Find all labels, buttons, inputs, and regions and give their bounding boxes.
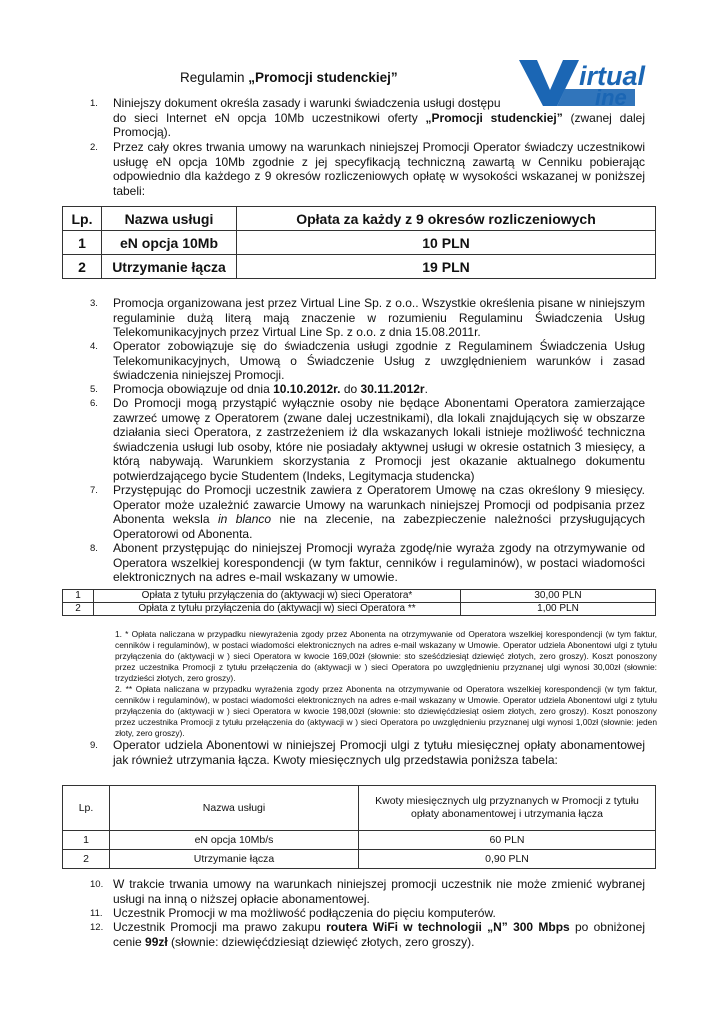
item-text (113, 920, 645, 949)
title-promo-name: „Promocji studenckiej” (248, 70, 398, 85)
cell-amount: 1,00 PLN (461, 603, 656, 616)
list-item-6 (90, 396, 645, 484)
cell-lp: 1 (63, 231, 102, 255)
discount-table (62, 785, 656, 869)
header-lp: Lp. (63, 786, 110, 831)
start-date: 10.10.2012r. (273, 382, 341, 396)
item-7-italic: in blanco (217, 512, 272, 527)
item-12-text-c: (słownie: dziewięćdziesiąt dziewięć złotych, zero groszy). (167, 934, 475, 949)
cell-service: Utrzymanie łącza (110, 850, 359, 869)
item-number: 6. (90, 398, 98, 409)
item-text: Do Promocji mogą przystąpić wyłącznie osoby nie będące Abonentami Operatora zamierzające zawrzeć umowę z Operatorem (zwane dalej uczestnikami), dla lokali znajdujących się w obszarze działania sieci Operatora, z zastrzeżeniem iż dla wskazanych lokali istnieje możliwość techniczna świadczenia usługi lub osoby, które nie posiadały aktywnej usługi w okresie ostatnich 3 miesięcy, a którą nabywają. Warunkiem skorzystania z Promocji jest okazanie aktualnego dokumentu potwierdzającego bycie Studentem (Indeks, Legitymacja studencka) (113, 396, 645, 483)
cell-service: eN opcja 10Mb (102, 231, 237, 255)
cell-fee: 19 PLN (237, 255, 656, 279)
item-text (113, 96, 645, 140)
item-12-text-b: po obniżonej cenie (113, 920, 645, 949)
cell-lp: 2 (63, 603, 94, 616)
cell-amount: 30,00 PLN (461, 590, 656, 603)
item-number: 10. (90, 879, 104, 890)
item-5-text-c: . (424, 382, 428, 396)
item-text: Operator udziela Abonentowi w niniejszej Promocji ulgi z tytułu miesięcznej opłaty abonamentowej jak również utrzymania łącza. Kwoty miesięcznych ulg przedstawia poniższa tabela: (113, 738, 645, 767)
list-item-11 (90, 906, 645, 921)
list-item-4 (90, 339, 645, 383)
item-text (113, 382, 645, 397)
item-text (113, 483, 645, 541)
item-number: 5. (90, 384, 98, 395)
logo-text-bottom: ine (595, 85, 627, 108)
item-1-promo-name: „Promocji studenckiej” (425, 110, 563, 125)
item-number: 8. (90, 543, 98, 554)
table-row (63, 850, 656, 869)
cell-description: Opłata z tytułu przyłączenia do (aktywacji w) sieci Operatora* (94, 590, 461, 603)
table-header-row (63, 786, 656, 831)
cell-fee: 10 PLN (237, 231, 656, 255)
item-text: Przez cały okres trwania umowy na warunkach niniejszej Promocji Operator świadczy uczestnikowi usługę eN opcja 10Mb zgodnie z jej specyfikacją techniczną zawartą w Cenniku pobierając odpowiednio dla każdego z 9 okresów rozliczeniowych opłatę w wysokości wskazanej w poniższej tabeli: (113, 140, 645, 198)
item-1-line-a: Niniejszy dokument określa zasady i warunki świadczenia usługi dostępu (113, 96, 501, 110)
list-item-8 (90, 541, 645, 585)
cell-discount: 0,90 PLN (359, 850, 656, 869)
item-number: 3. (90, 298, 98, 309)
cell-discount: 60 PLN (359, 831, 656, 850)
item-number: 12. (90, 922, 104, 933)
cell-service: Utrzymanie łącza (102, 255, 237, 279)
table-header-row (63, 207, 656, 231)
router-offer: routera WiFi w technologii „N” 300 Mbps (326, 920, 570, 934)
item-5-text-b: do (340, 382, 361, 396)
item-5-text-a: Promocja obowiązuje od dnia (113, 382, 274, 396)
list-item-12 (90, 920, 645, 949)
list-item-7 (90, 483, 645, 541)
end-date: 30.11.2012r (360, 382, 425, 396)
item-7-text-a: Przystępując do Promocji uczestnik zawiera z Operatorem Umowę na czas określony 9 miesięcy. Operator może uzależnić zawarcie Umowy na warunkach niniejszej Promocji od podpisania przez Abonenta weksla (113, 483, 645, 527)
header-discount: Kwoty miesięcznych ulg przyznanych w Promocji z tytułu opłaty abonamentowej i utrzymania łącza (359, 786, 656, 831)
list-item-2 (90, 140, 645, 198)
header-fee: Opłata za każdy z 9 okresów rozliczeniowych (237, 207, 656, 231)
table-row (63, 590, 656, 603)
item-number: 9. (90, 740, 98, 751)
router-price: 99zł (145, 934, 168, 949)
item-number: 1. (90, 98, 98, 109)
footnotes (115, 629, 657, 739)
list-item-3 (90, 296, 645, 340)
cell-lp: 2 (63, 850, 110, 869)
table-row (63, 831, 656, 850)
title-prefix: Regulamin (180, 70, 249, 85)
list-item-10 (90, 877, 645, 906)
footnote-1: 1. * Opłata naliczana w przypadku niewyrażenia zgody przez Abonenta na otrzymywanie od Operatora wszelkiej korespondencji (w tym faktur, cenników i regulaminów), w postaci wiadomości elektronicznych na adres e-mail wskazany w Umowie. Operator udziela Abonentowi ulgi z tytułu przyłączenia do (aktywacji w ) sieci Operatora w kwocie 169,00zł (słownie: sto sześćdziesiąt dziewięć złotych, zero groszy). Koszt ponoszony przez uczestnika Promocji z tytułu przełączenia do (aktywacji w ) sieci Operatora po uwzględnieniu przyznanej ulgi wynosi 30,00zł (słownie: trzydzieści złotych, zero groszy). (115, 629, 657, 683)
item-number: 4. (90, 341, 98, 352)
logo-text-top: irtual (579, 61, 646, 91)
table-row (63, 231, 656, 255)
item-number: 11. (90, 908, 103, 919)
item-text: Operator zobowiązuje się do świadczenia usługi zgodnie z Regulaminem Świadczenia Usług Telekomunikacyjnych, Umową o Świadczenie Usług z uwzględnieniem warunków i zasad świadczenia niniejszej Promocji. (113, 339, 645, 383)
cell-service: eN opcja 10Mb/s (110, 831, 359, 850)
item-12-text-a: Uczestnik Promocji ma prawo zakupu (113, 920, 327, 934)
item-1-line-b: do sieci Internet eN opcja 10Mb uczestnikowi oferty (113, 110, 426, 125)
item-number: 2. (90, 142, 98, 153)
footnote-2: 2. ** Opłata naliczana w przypadku wyrażenia zgody przez Abonenta na otrzymywanie od Operatora wszelkiej korespondencji (w tym faktur, cenników i regulaminów), w postaci wiadomości elektronicznych na adres e-mail wskazany w Umowie. Operator udziela Abonentowi ulgi z tytułu przyłączenia do (aktywacji w ) sieci Operatora w kwocie 198,00zł (słownie: sto dziewięćdziesiąt osiem złotych, zero groszy). Koszt ponoszony przez uczestnika Promocji z tytułu przełączenia do (aktywacji w ) sieci Operatora po uwzględnieniu przyznanej ulgi wynosi 1,00zł (słownie: jeden złoty, zero groszy). (115, 684, 657, 738)
item-1-line-c: (zwanej dalej Promocją). (113, 110, 646, 140)
item-text: Uczestnik Promocji w ma możliwość podłączenia do pięciu komputerów. (113, 906, 496, 920)
item-number: 7. (90, 485, 98, 496)
cell-lp: 1 (63, 590, 94, 603)
item-text: Abonent przystępując do niniejszej Promocji wyraża zgodę/nie wyraża zgody na otrzymywanie od Operatora wszelkiej korespondencji (w tym faktur, cenników i regulaminów), w postaci wiadomości elektronicznych na adres e-mail wskazany w umowie. (113, 541, 645, 585)
cell-description: Opłata z tytułu przyłączenia do (aktywacji w) sieci Operatora ** (94, 603, 461, 616)
table-row (63, 603, 656, 616)
item-7-text-b: nie na zlecenie, na zabezpieczenie należności przysługujących Operatorowi od Abonenta. (113, 512, 645, 541)
header-service-name: Nazwa usługi (110, 786, 359, 831)
connection-fee-table (62, 589, 656, 616)
header-service-name: Nazwa usługi (102, 207, 237, 231)
fee-table (62, 206, 656, 279)
header-lp: Lp. (63, 207, 102, 231)
list-item-1 (90, 96, 645, 140)
list-item-9 (90, 738, 645, 767)
page-title (180, 70, 398, 85)
table-row (63, 255, 656, 279)
item-text: Promocja organizowana jest przez Virtual Line Sp. z o.o.. Wszystkie określenia pisane w niniejszym regulaminie dużą literą mają znaczenie w rozumieniu Regulaminu Świadczenia Usług Telekomunikacyjnych przez Virtual Line Sp. z o.o. z dnia 15.08.2011r. (113, 296, 645, 340)
list-item-5 (90, 382, 645, 397)
cell-lp: 1 (63, 831, 110, 850)
cell-lp: 2 (63, 255, 102, 279)
item-text: W trakcie trwania umowy na warunkach niniejszej promocji uczestnik nie może zmienić wybranej usługi na inną o niższej opłacie abonamentowej. (113, 877, 645, 906)
